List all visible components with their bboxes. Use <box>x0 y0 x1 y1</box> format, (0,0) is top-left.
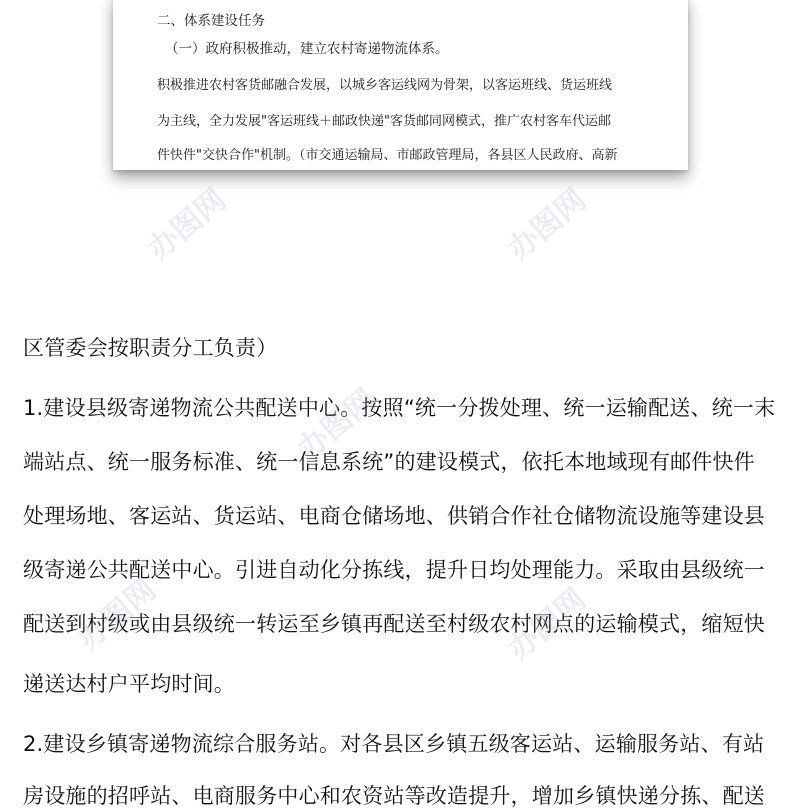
body-text-line: 递送达村户平均时间。 <box>23 672 235 696</box>
subsection-heading: （一）政府积极推动，建立农村寄递物流体系。 <box>165 41 449 57</box>
body-text-line: 房设施的招呼站、电商服务中心和农资站等改造提升，增加乡镇快递分拣、配送 <box>23 784 765 808</box>
body-text-line: 区管委会按职责分工负责） <box>23 336 278 360</box>
list-item-2-line: 2.建设乡镇寄递物流综合服务站。对各县区乡镇五级客运站、运输服务站、有站 <box>23 732 765 756</box>
document-preview-card <box>113 0 688 170</box>
watermark: 办图网 <box>291 382 383 468</box>
watermark: 办图网 <box>71 572 163 658</box>
section-heading: 二、体系建设任务 <box>157 13 265 29</box>
list-item-1-line: 1.建设县级寄递物流公共配送中心。按照“统一分拨处理、统一运输配送、统一末 <box>23 396 776 420</box>
body-text-line: 配送到村级或由县级统一转运至乡镇再配送至村级农村网点的运输模式，缩短快 <box>23 612 765 636</box>
card-paragraph-line: 积极推进农村客货邮融合发展，以城乡客运线网为骨架，以客运班线、货运班线 <box>157 78 613 93</box>
watermark: 办图网 <box>501 582 593 668</box>
watermark: 办图网 <box>141 182 233 268</box>
watermark: 办图网 <box>501 182 593 268</box>
card-paragraph-line: 为主线，全力发展"客运班线＋邮政快递"客货邮同网模式，推广农村客车代运邮 <box>157 114 611 129</box>
body-text-line: 端站点、统一服务标准、统一信息系统”的建设模式，依托本地域现有邮件快件 <box>23 450 755 474</box>
body-text-line: 级寄递公共配送中心。引进自动化分拣线，提升日均处理能力。采取由县级统一 <box>23 558 765 582</box>
body-text-line: 处理场地、客运站、货运站、电商仓储场地、供销合作社仓储物流设施等建设县 <box>23 504 765 528</box>
card-paragraph-line: 件快件"交快合作"机制。（市交通运输局、市邮政管理局，各县区人民政府、高新 <box>157 148 618 163</box>
